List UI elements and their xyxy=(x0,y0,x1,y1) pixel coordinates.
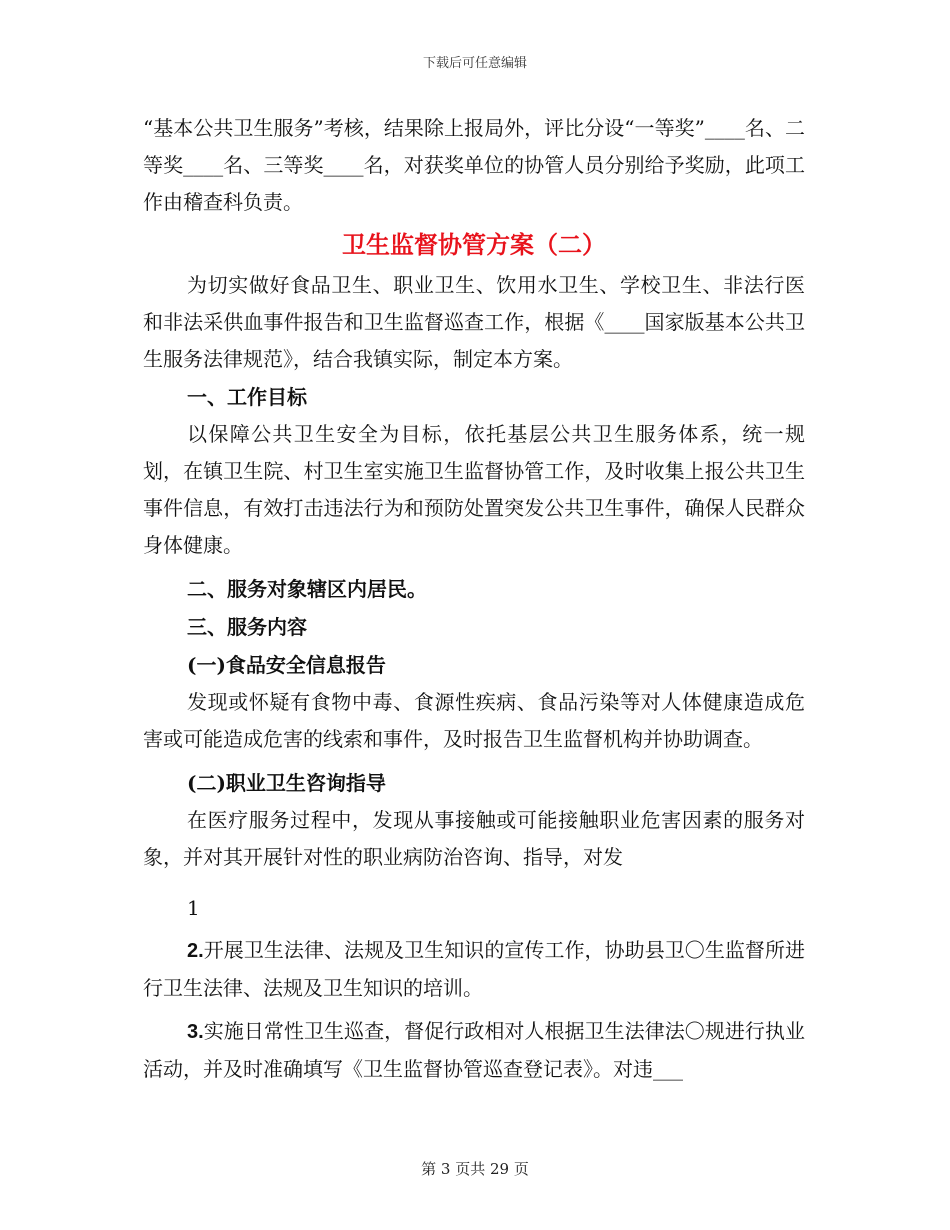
heading-service-content: 三、服务内容 xyxy=(187,615,307,639)
intro-paragraph: “基本公共卫生服务”考核，结果除上报局外，评比分设“一等奖”____名、二等奖____名、三等奖____名，对获奖单位的协管人员分别给予奖励，此项工作由稽查科负责。 xyxy=(143,116,805,214)
heading-work-goal: 一、工作目标 xyxy=(187,385,307,409)
item-text: 开展卫生法律、法规及卫生知识的宣传工作，协助县卫〇生监督所进行卫生法律、法规及卫生知识的培训。 xyxy=(143,938,805,1000)
document-title: 卫生监督协管方案（二） xyxy=(342,230,606,259)
heading-food-safety: (一)食品安全信息报告 xyxy=(187,653,386,677)
page-footer: 第 3 页共 29 页 xyxy=(421,1160,529,1178)
paragraph-purpose: 为切实做好食品卫生、职业卫生、饮用水卫生、学校卫生、非法行医和非法采供血事件报告和卫生监督巡查工作，根据《____国家版基本公共卫生服务法律规范》，结合我镇实际，制定本方案。 xyxy=(143,273,805,371)
document-body xyxy=(143,110,805,1088)
heading-service-target: 二、服务对象辖区内居民。 xyxy=(187,577,427,601)
paragraph-occupational-health: 在医疗服务过程中，发现从事接触或可能接触职业危害因素的服务对象，并对其开展针对性的职业病防治咨询、指导，对发 xyxy=(143,808,805,869)
paragraph-item-3 xyxy=(143,1013,805,1088)
item-text: 实施日常性卫生巡查，督促行政相对人根据卫生法律法〇规进行执业活动，并及时准确填写《卫生监督协管巡查登记表》。对违___ xyxy=(143,1019,805,1081)
page-header: 下载后可任意编辑 xyxy=(422,56,527,71)
item-number: 3. xyxy=(187,1021,204,1043)
paragraph-food-safety: 发现或怀疑有食物中毒、食源性疾病、食品污染等对人体健康造成危害或可能造成危害的线索和事件，及时报告卫生监督机构并协助调查。 xyxy=(143,690,805,751)
heading-occupational-health: (二)职业卫生咨询指导 xyxy=(187,771,386,795)
item-number: 2. xyxy=(187,940,204,962)
paragraph-goal: 以保障公共卫生安全为目标，依托基层公共卫生服务体系，统一规划，在镇卫生院、村卫生室实施卫生监督协管工作，及时收集上报公共卫生事件信息，有效打击违法行为和预防处置突发公共卫生事件，确保人民群众身体健康。 xyxy=(143,422,805,557)
paragraph-item-2 xyxy=(143,932,805,1007)
page-marker: 1 xyxy=(187,896,200,920)
